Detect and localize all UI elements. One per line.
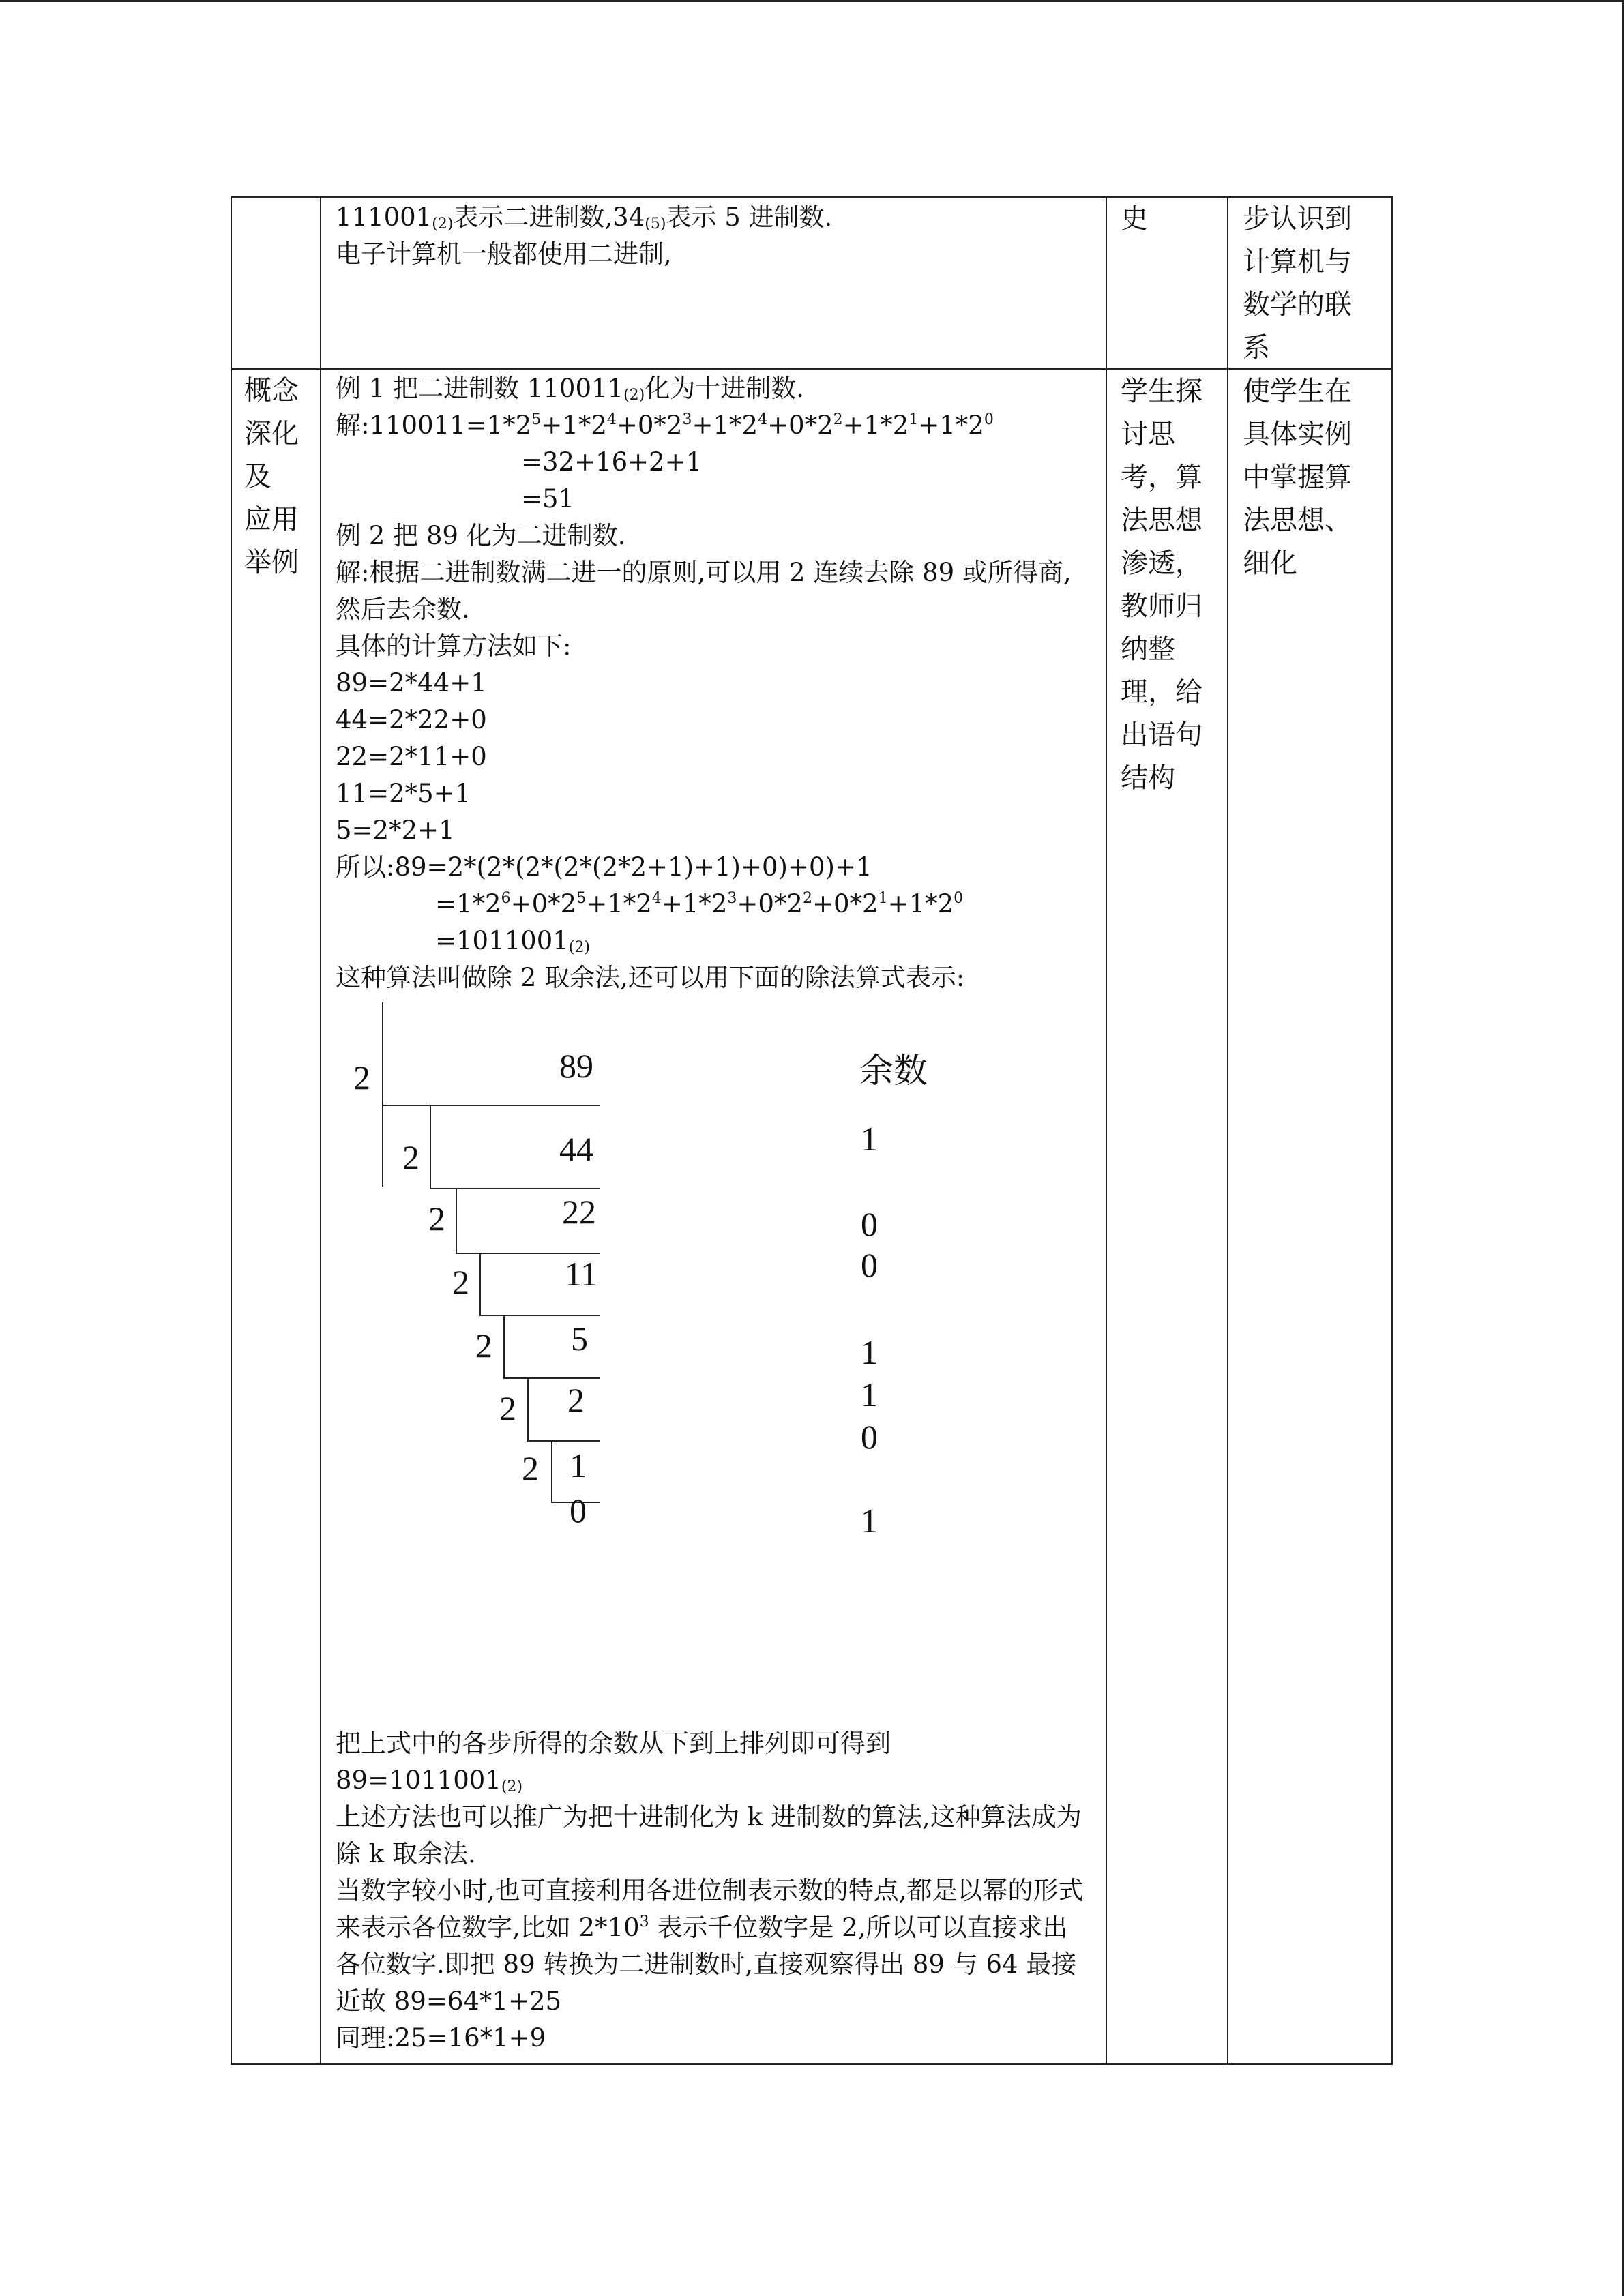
term: +1*2 <box>692 411 758 440</box>
term: +1*2 <box>887 889 954 919</box>
term: +0*2 <box>812 889 879 919</box>
divisor: 2 <box>452 1263 469 1301</box>
stage-label: 概念 深化 及 应用 举例 <box>244 375 299 578</box>
remainder: 1 <box>861 1502 878 1540</box>
exponent: 2 <box>802 890 812 907</box>
exponent: 3 <box>727 890 737 907</box>
quotient: 11 <box>565 1255 598 1293</box>
exponent: 0 <box>954 890 964 907</box>
page-top-border <box>0 0 1624 2</box>
division-bracket-line <box>527 1440 600 1442</box>
exponent: 1 <box>909 411 919 428</box>
example2-so: 所以:89=2*(2*(2*(2*(2*2+1)+1)+0)+0)+1 <box>336 852 872 882</box>
divisor: 2 <box>402 1138 419 1176</box>
lesson-plan-table <box>231 196 1393 2065</box>
exponent: 4 <box>651 890 662 907</box>
division-bracket-line <box>382 1002 383 1187</box>
quotient: 22 <box>562 1193 596 1231</box>
division-bracket-line <box>382 1105 600 1106</box>
design-intent: 使学生在 具体实例 中掌握算 法思想、 细化 <box>1243 376 1352 579</box>
division-step: 44=2*22+0 <box>336 705 487 734</box>
example2-title: 例 2 把 89 化为二进制数. <box>336 521 626 550</box>
exponent: 4 <box>758 411 768 428</box>
top-row-activity: 史 <box>1121 203 1148 235</box>
division-bracket-line <box>479 1315 600 1316</box>
division-bracket-line <box>456 1253 600 1254</box>
remainder-header: 余数 <box>859 1052 928 1090</box>
quotient: 0 <box>570 1491 587 1530</box>
column-divider <box>320 198 321 2063</box>
example2-solution: 解:根据二进制数满二进一的原则,可以用 2 连续去除 89 或所得商,然后去余数. <box>336 558 1072 624</box>
example1-title: 例 1 把二进制数 $110011_{(2)}$化为十进制数. <box>336 374 805 404</box>
remainder: 1 <box>861 1333 878 1371</box>
remainder: 0 <box>861 1418 878 1456</box>
quotient: 44 <box>559 1130 593 1168</box>
divisor: 2 <box>499 1389 516 1427</box>
division-step: 22=2*11+0 <box>336 742 487 771</box>
term: +1*2 <box>586 889 652 919</box>
division-bracket-line <box>479 1253 481 1315</box>
example1-step3: =51 <box>521 484 575 513</box>
quotient: 1 <box>570 1446 587 1485</box>
row-divider <box>232 368 1391 370</box>
term: +0*2 <box>767 411 833 440</box>
division-step: 5=2*2+1 <box>336 816 455 845</box>
example1-step2: =32+16+2+1 <box>521 447 703 477</box>
exponent: 5 <box>576 890 587 907</box>
exponent: 3 <box>682 411 692 428</box>
divisor: 2 <box>428 1199 445 1238</box>
top-row-intent: 步认识到 计算机与 数学的联 系 <box>1243 203 1352 363</box>
quotient: 89 <box>559 1047 593 1085</box>
binary-notation-line: $111001_{(2)}$表示二进制数$,34_{(5)}$表示 5 进制数. <box>336 203 833 233</box>
top-row-content <box>336 198 1093 273</box>
conclusion-same: 同理:25=16*1+9 <box>336 2023 546 2053</box>
computer-binary-line: 电子计算机一般都使用二进制, <box>336 239 672 269</box>
term: +1*2 <box>842 411 909 440</box>
remainder: 0 <box>861 1205 878 1243</box>
term: +0*2 <box>616 411 683 440</box>
division-step: 89=2*44+1 <box>336 668 487 698</box>
exponent: 6 <box>501 890 511 907</box>
column-divider <box>1227 198 1228 2063</box>
example2-method-name: 这种算法叫做除 2 取余法,还可以用下面的除法算式表示: <box>336 963 965 992</box>
remainder: 1 <box>861 1375 878 1414</box>
division-bracket-line <box>430 1105 431 1188</box>
division-bracket-line <box>430 1188 600 1189</box>
term: +1*2 <box>541 411 607 440</box>
division-bracket-line <box>551 1440 552 1502</box>
example2-method: 具体的计算方法如下: <box>336 631 572 661</box>
example1-solution: 解$:110011=1*2^5+1*2^4+0*2^3+1*2^4+0*2^2+1*2^1+1*2^0$ <box>336 411 994 440</box>
quotient: 5 <box>571 1320 588 1358</box>
exponent: 0 <box>984 411 994 428</box>
conclusion-direct-method: 当数字较小时,也可直接利用各进位制表示数的特点,都是以幂的形式来表示各位数字,比如 $2*10^3$ 表示千位数字是 2,所以可以直接求出各位数字.即把 89 转换为二进制数时,直接观察得出 89 与 64 最接近故 89=64*1+25 <box>336 1876 1084 2016</box>
column-divider <box>1106 198 1107 2063</box>
quotient: 2 <box>567 1381 585 1419</box>
conclusion-text <box>336 1725 1089 2057</box>
division-bracket-line <box>551 1502 600 1503</box>
divisor: 2 <box>522 1449 539 1487</box>
remainder: 1 <box>861 1120 878 1158</box>
division-bracket-line <box>503 1377 600 1379</box>
term: +1*2 <box>661 889 728 919</box>
divisor: 2 <box>475 1326 492 1365</box>
conclusion-line: 把上式中的各步所得的余数从下到上排列即可得到 <box>336 1729 891 1758</box>
conclusion-generalize: 上述方法也可以推广为把十进制化为 k 进制数的算法,这种算法成为除 k 取余法. <box>336 1802 1082 1868</box>
conclusion-result: $89=1011001_{(2)}$ <box>336 1765 523 1795</box>
term: +1*2 <box>918 411 984 440</box>
teaching-activity: 学生探 讨思 考，算 法思想 渗透， 教师归 纳整 理，给 出语句 结构 <box>1121 376 1202 794</box>
division-bracket-line <box>456 1188 457 1253</box>
term: +0*2 <box>737 889 803 919</box>
remainder: 0 <box>861 1246 878 1284</box>
divisor: 2 <box>353 1058 370 1097</box>
example2-expansion: $=1*2^6+0*2^5+1*2^4+1*2^3+0*2^2+0*2^1+1*2^0$ <box>435 889 964 919</box>
exponent: 2 <box>833 411 843 428</box>
exponent: 1 <box>878 890 888 907</box>
division-step: 11=2*5+1 <box>336 779 471 808</box>
division-bracket-line <box>503 1315 505 1377</box>
examples-text <box>336 370 1093 996</box>
example2-result: $=1011001_{(2)}$ <box>435 926 590 956</box>
exponent: 4 <box>606 411 617 428</box>
division-bracket-line <box>527 1377 529 1440</box>
exponent: 5 <box>531 411 542 428</box>
term: +0*2 <box>510 889 577 919</box>
